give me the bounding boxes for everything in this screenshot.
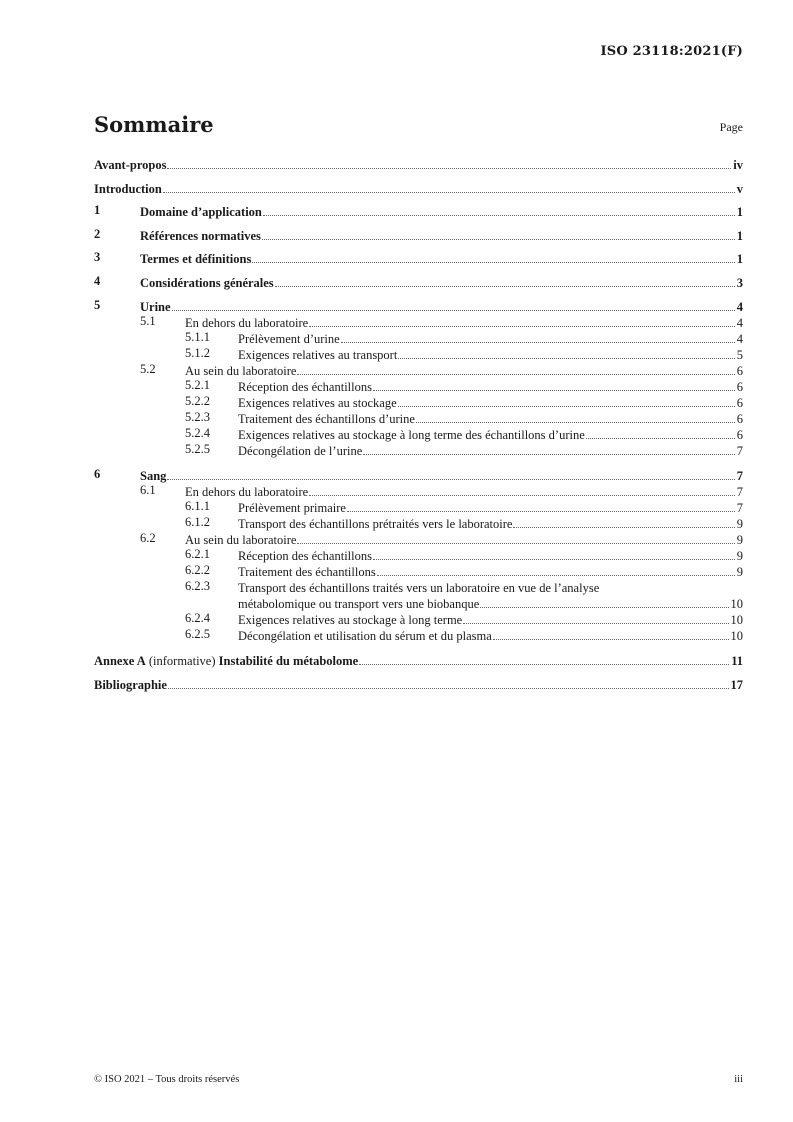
toc-leader-dots [493,639,729,640]
toc-entry-title: Exigences relatives au stockage [238,396,397,410]
toc-entry-introduction[interactable] [94,180,743,196]
toc-entry-page: 7 [736,501,743,515]
toc-entry-number: 5.1.1 [185,330,210,344]
toc-entry-6-1-2[interactable] [94,515,743,531]
toc-entry-5-2[interactable] [94,362,743,378]
toc-entry-title: Références normatives [140,229,261,243]
toc-entry-number: 5.1.2 [185,346,210,360]
toc-entry-title: Bibliographie [94,678,167,692]
toc-leader-dots [309,326,735,327]
toc-entry-title: Transport des échantillons prétraités vers le laboratoire [238,517,513,531]
toc-entry-number: 6.2.2 [185,563,210,577]
toc-leader-dots [309,495,735,496]
toc-entry-page: 9 [736,565,743,579]
toc-entry-clause-1[interactable] [94,203,743,219]
toc-entry-number: 6.1.2 [185,515,210,529]
toc-entry-number: 2 [94,227,101,241]
toc-entry-title: Introduction [94,182,162,196]
toc-entry-page: 11 [731,654,743,668]
footer-page-number: iii [734,1074,743,1085]
toc-leader-dots [172,310,735,311]
toc-entry-page: 10 [730,597,743,611]
toc-entry-number: 6.2.4 [185,611,210,625]
toc-leader-dots [275,286,735,287]
toc-entry-5-2-3[interactable] [94,410,743,426]
toc-leader-dots [398,358,734,359]
toc-leader-dots [377,575,735,576]
toc-entry-title: Au sein du laboratoire [185,364,297,378]
toc-entry-title: Traitement des échantillons d’urine [238,412,415,426]
toc-entry-page: 9 [736,549,743,563]
toc-entry-title: Termes et définitions [140,252,252,266]
toc-entry-title: Exigences relatives au stockage à long terme [238,613,463,627]
toc-entry-number: 6.1 [140,483,156,497]
toc-entry-5-1-2[interactable] [94,346,743,362]
toc-entry-number: 5.1 [140,314,156,328]
toc-entry-number: 6.2.1 [185,547,210,561]
toc-entry-page: 7 [736,444,743,458]
toc-entry-title: Exigences relatives au stockage à long terme des échantillons d’urine [238,428,585,442]
toc-entry-number: 6.2 [140,531,156,545]
toc-entry-page: iv [733,158,743,172]
toc-entry-number: 5 [94,298,101,312]
toc-entry-6-2-2[interactable] [94,563,743,579]
toc-entry-number: 5.2 [140,362,156,376]
toc-leader-dots [167,479,734,480]
toc-entry-number: 6.1.1 [185,499,210,513]
toc-entry-number: 6 [94,467,101,481]
toc-entry-title: Prélèvement d’urine [238,332,340,346]
toc-leader-dots [586,438,735,439]
toc-entry-annex-type: (informative) [145,654,219,668]
toc-entry-title: En dehors du laboratoire [185,316,309,330]
toc-leader-dots [416,422,735,423]
toc-leader-dots [513,527,734,528]
toc-entry-bibliography[interactable] [94,676,743,692]
toc-entry-page: 6 [736,364,743,378]
toc-entry-6-1[interactable] [94,483,743,499]
toc-entry-avant-propos[interactable] [94,156,743,172]
toc-entry-title: En dehors du laboratoire [185,485,309,499]
document-id: ISO 23118:2021(F) [600,44,743,59]
toc-entry-number: 5.2.5 [185,442,210,456]
toc-entry-clause-2[interactable] [94,227,743,243]
toc-leader-dots [359,664,729,665]
toc-header [94,112,743,142]
toc-entry-6-2-1[interactable] [94,547,743,563]
toc-entry-title: Prélèvement primaire [238,501,346,515]
toc-entry-annex-title: Instabilité du métabolome [218,654,359,668]
toc-entry-page: 5 [736,348,743,362]
toc-entry-page: 1 [736,229,743,243]
toc-leader-dots [297,543,734,544]
toc-entry-5-1[interactable] [94,314,743,330]
toc-entry-clause-6[interactable] [94,467,743,483]
toc-leader-dots [167,168,731,169]
toc-entry-page: 1 [736,252,743,266]
toc-entry-number: 5.2.3 [185,410,210,424]
toc-entry-page: 6 [736,412,743,426]
toc-entry-page: v [736,182,743,196]
toc-entry-title: Décongélation de l’urine [238,444,363,458]
toc-entry-clause-4[interactable] [94,274,743,290]
toc-entry-number: 5.2.1 [185,378,210,392]
toc-entry-clause-3[interactable] [94,250,743,266]
toc-leader-dots [347,511,735,512]
toc-leader-dots [262,239,735,240]
toc-entry-6-2-3-continued[interactable] [94,595,743,611]
toc-entry-page: 10 [730,613,743,627]
toc-leader-dots [163,192,735,193]
footer-copyright: © ISO 2021 – Tous droits réservés [94,1074,240,1085]
toc-entry-6-2-5[interactable] [94,627,743,643]
toc-leader-dots [252,262,734,263]
toc-entry-title: Traitement des échantillons [238,565,376,579]
toc-entry-number: 3 [94,250,101,264]
toc-entry-6-2-3[interactable] [94,579,743,595]
toc-entry-title: Considérations générales [140,276,274,290]
toc-entry-5-2-4[interactable] [94,426,743,442]
toc-entry-page: 6 [736,380,743,394]
toc-entry-title: Urine [140,300,171,314]
toc-entry-number: 5.2.4 [185,426,210,440]
toc-entry-title: Exigences relatives au transport [238,348,398,362]
toc-entry-title: Avant-propos [94,158,167,172]
toc-entry-number: 4 [94,274,101,288]
toc-leader-dots [297,374,734,375]
toc-entry-5-2-2[interactable] [94,394,743,410]
toc-entry-title: Transport des échantillons traités vers un laboratoire en vue de l’analyse [238,581,600,595]
toc-entry-6-2[interactable] [94,531,743,547]
toc-entry-page: 6 [736,396,743,410]
toc-leader-dots [480,607,728,608]
toc-entry-title: Décongélation et utilisation du sérum et du plasma [238,629,492,643]
toc-leader-dots [168,688,729,689]
toc-entry-page: 9 [736,517,743,531]
toc-entry-title: Sang [140,469,167,483]
toc-entry-page: 4 [736,316,743,330]
toc-entry-5-2-5[interactable] [94,442,743,458]
toc-entry-page: 9 [736,533,743,547]
toc-leader-dots [263,215,735,216]
toc-entry-page: 4 [736,332,743,346]
toc-leader-dots [363,454,734,455]
toc-entry-5-1-1[interactable] [94,330,743,346]
toc-entry-title: métabolomique ou transport vers une biobanque [238,597,480,611]
toc-entry-page: 10 [730,629,743,643]
toc-leader-dots [373,559,735,560]
toc-entry-page: 17 [730,678,743,692]
toc-entry-title: Domaine d’application [140,205,262,219]
toc-entry-page: 7 [736,469,743,483]
toc-leader-dots [341,342,735,343]
toc-entry-title: Au sein du laboratoire [185,533,297,547]
toc-entry-page: 1 [736,205,743,219]
toc-entry-number: 6.2.3 [185,579,210,593]
toc-entry-page: 4 [736,300,743,314]
toc-entry-number: 6.2.5 [185,627,210,641]
toc-leader-dots [373,390,735,391]
toc-entry-6-2-4[interactable] [94,611,743,627]
toc-entry-title: Annexe A [94,654,146,668]
page-column-label: Page [719,120,743,134]
toc-entry-annex-a[interactable] [94,652,743,668]
toc-entry-clause-5[interactable] [94,298,743,314]
toc-leader-dots [398,406,735,407]
toc-entry-page: 6 [736,428,743,442]
page-title: Sommaire [94,112,214,137]
toc-leader-dots [463,623,728,624]
toc-entry-page: 7 [736,485,743,499]
toc-entry-page: 3 [736,276,743,290]
toc-entry-title: Réception des échantillons [238,549,372,563]
toc-entry-number: 1 [94,203,101,217]
toc-entry-6-1-1[interactable] [94,499,743,515]
toc-entry-title: Réception des échantillons [238,380,372,394]
toc-entry-number: 5.2.2 [185,394,210,408]
toc-entry-5-2-1[interactable] [94,378,743,394]
